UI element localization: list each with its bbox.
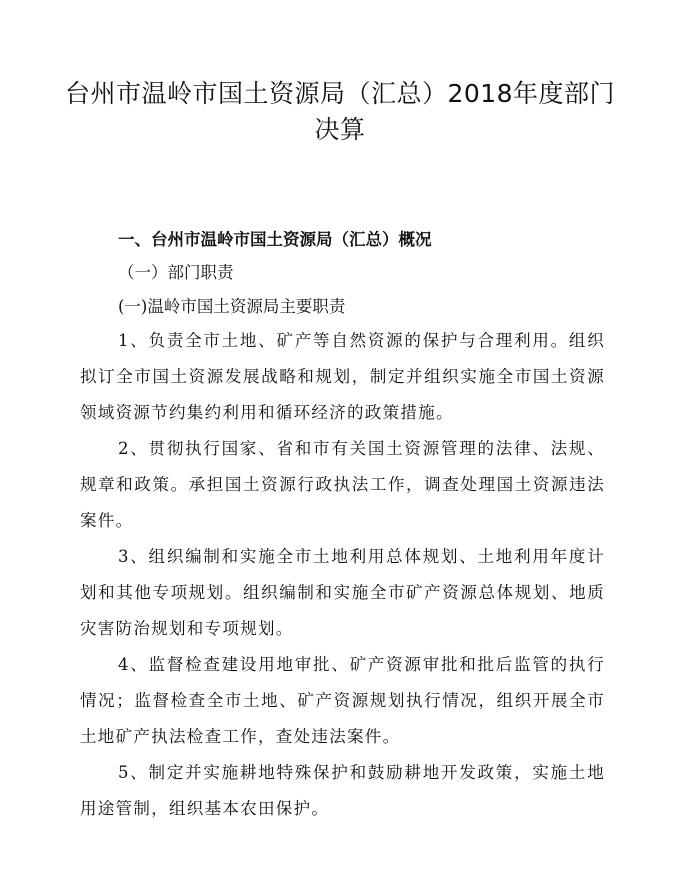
title-line-1: 台州市温岭市国土资源局（汇总）2018年度部门 xyxy=(64,79,616,108)
section-heading: 一、台州市温岭市国土资源局（汇总）概况 xyxy=(118,230,432,249)
paragraph-1: 1、负责全市土地、矿产等自然资源的保护与合理利用。组织拟订全市国土资源发展战略和规划，制定并组织实施全市国土资源领域资源节约集约利用和循环经济的政策措施。 xyxy=(80,331,605,422)
paragraph-3: 3、组织编制和实施全市土地利用总体规划、土地利用年度计划和其他专项规划。组织编制和实施全市矿产资源总体规划、地质灾害防治规划和专项规划。 xyxy=(80,547,605,638)
title-line-2: 决算 xyxy=(314,115,366,144)
subsubsection-heading: (一)温岭市国土资源局主要职责 xyxy=(118,297,346,316)
paragraph-4: 4、监督检查建设用地审批、矿产资源审批和批后监管的执行情况；监督检查全市土地、矿产资源规划执行情况，组织开展全市土地矿产执法检查工作，查处违法案件。 xyxy=(80,655,605,746)
document-title xyxy=(60,76,620,148)
subsection-heading: （一）部门职责 xyxy=(118,263,234,282)
body-text xyxy=(80,323,605,827)
paragraph-2: 2、贯彻执行国家、省和市有关国土资源管理的法律、法规、规章和政策。承担国土资源行政执法工作，调查处理国土资源违法案件。 xyxy=(80,439,605,530)
paragraph-5: 5、制定并实施耕地特殊保护和鼓励耕地开发政策，实施土地用途管制，组织基本农田保护。 xyxy=(80,763,605,818)
